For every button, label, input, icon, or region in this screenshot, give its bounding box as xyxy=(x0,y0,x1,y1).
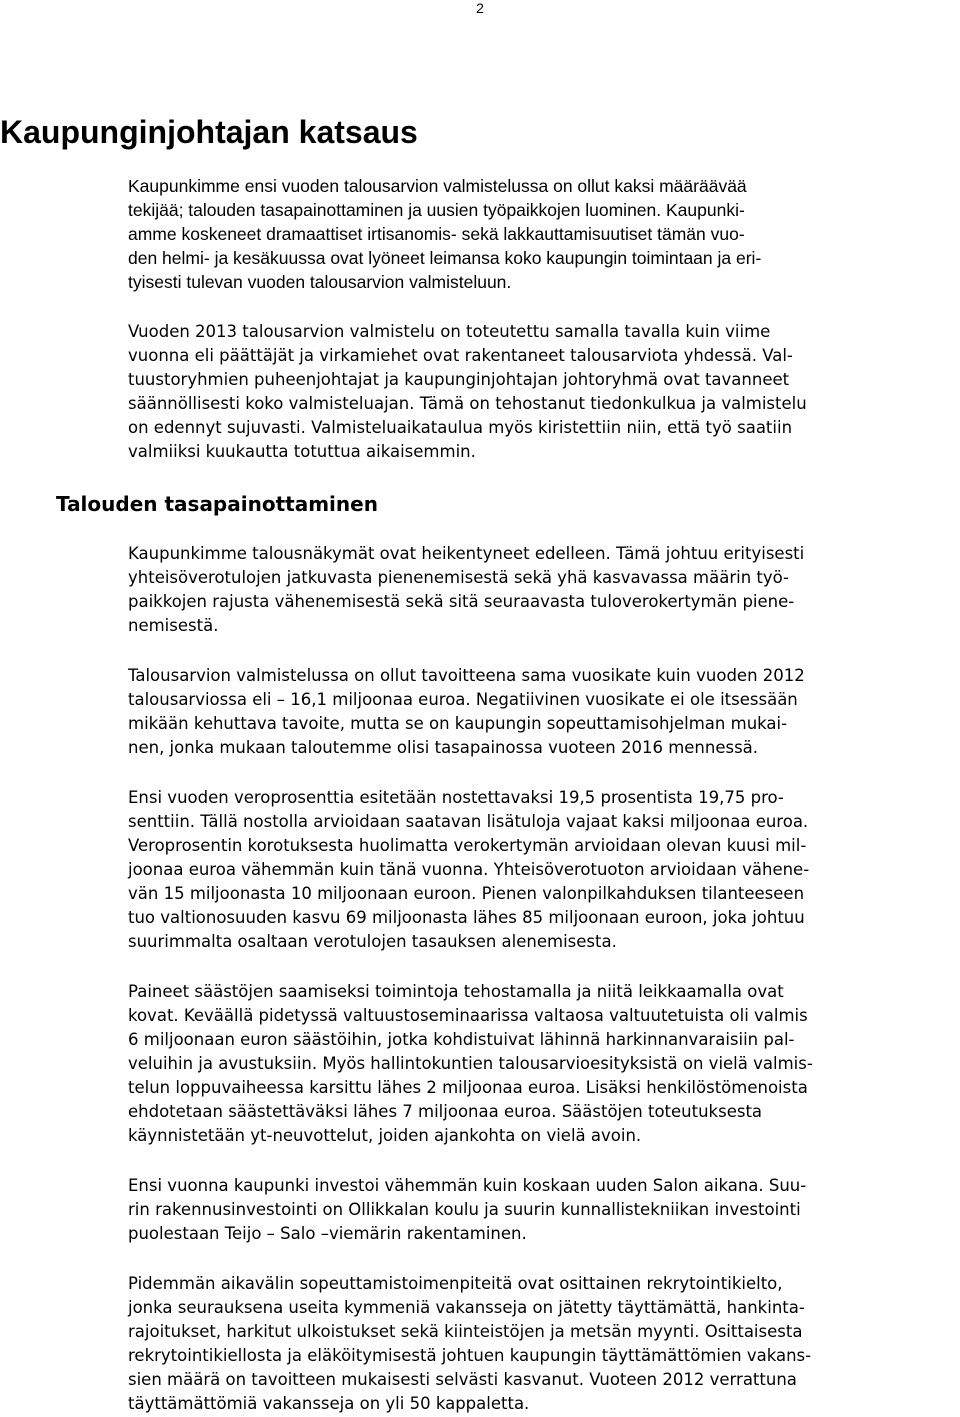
text-line: paikkojen rajusta vähenemisestä sekä sitä seuraavasta tuloverokertymän piene- xyxy=(128,592,795,611)
text-line: tyisesti tulevan vuoden talousarvion valmisteluun. xyxy=(128,272,512,292)
paragraph-investments xyxy=(128,1174,806,1246)
text-line: ehdotetaan säästettäväksi lähes 7 miljoonaa euroa. Säästöjen toteutuksesta xyxy=(128,1102,763,1121)
text-line: joonaa euroa vähemmän kuin tänä vuonna. Yhteisöverotuoton arvioidaan vähene- xyxy=(128,860,810,879)
text-line: puolestaan Teijo – Salo –viemärin rakentaminen. xyxy=(128,1224,527,1243)
text-line: Kaupunkimme talousnäkymät ovat heikentyneet edelleen. Tämä johtuu erityisesti xyxy=(128,544,805,563)
paragraph-tax xyxy=(128,786,809,954)
text-line: Vuoden 2013 talousarvion valmistelu on toteutettu samalla tavalla kuin viime xyxy=(128,322,771,341)
paragraph-savings xyxy=(128,980,813,1148)
text-line: vän 15 miljoonasta 10 miljoonaan euroon. Pienen valonpilkahduksen tilanteeseen xyxy=(128,884,805,903)
text-line: amme koskeneet dramaattiset irtisanomis- sekä lakkauttamisuutiset tämän vuo- xyxy=(128,224,745,244)
text-line: Kaupunkimme ensi vuoden talousarvion valmistelussa on ollut kaksi määräävää xyxy=(128,176,747,196)
text-line: nemisestä. xyxy=(128,616,219,635)
text-line: veluihin ja avustuksiin. Myös hallintokuntien talousarvioesityksistä on vielä valmis- xyxy=(128,1054,813,1073)
text-line: nen, jonka mukaan taloutemme olisi tasapainossa vuoteen 2016 mennessä. xyxy=(128,738,759,757)
text-line: senttiin. Tällä nostolla arvioidaan saatavan lisätuloja vajaat kaksi miljoonaa euroa. xyxy=(128,812,809,831)
text-line: rin rakennusinvestointi on Ollikkalan koulu ja suurin kunnallistekniikan investointi xyxy=(128,1200,801,1219)
text-line: vuonna eli päättäjät ja virkamiehet ovat rakentaneet talousarviota yhdessä. Val- xyxy=(128,346,793,365)
text-line: suurimmalta osaltaan verotulojen tasauksen alenemisesta. xyxy=(128,932,617,951)
text-line: on edennyt sujuvasti. Valmisteluaikataulua myös kiristettiin niin, että työ saatiin xyxy=(128,418,793,437)
text-line: kovat. Keväällä pidetyssä valtuustoseminaarissa valtaosa valtuutetuista oli valmis xyxy=(128,1006,808,1025)
text-line: Ensi vuoden veroprosenttia esitetään nostettavaksi 19,5 prosentista 19,75 pro- xyxy=(128,788,784,807)
section-heading: Talouden tasapainottaminen xyxy=(56,492,378,516)
text-line: tekijää; talouden tasapainottaminen ja uusien työpaikkojen luominen. Kaupunki- xyxy=(128,200,745,220)
text-line: jonka seurauksena useita kymmeniä vakansseja on jätetty täyttämättä, hankinta- xyxy=(128,1298,805,1317)
text-line: Talousarvion valmistelussa on ollut tavoitteena sama vuosikate kuin vuoden 2012 xyxy=(128,666,805,685)
paragraph-intro xyxy=(128,174,761,294)
text-line: den helmi- ja kesäkuussa ovat lyöneet leimansa koko kaupungin toimintaan ja eri- xyxy=(128,248,762,268)
paragraph-preparation xyxy=(128,320,807,464)
text-line: valmiiksi kuukautta totuttua aikaisemmin. xyxy=(128,442,476,461)
text-line: rajoitukset, harkitut ulkoistukset sekä kiinteistöjen ja metsän myynti. Osittaisesta xyxy=(128,1322,803,1341)
text-line: Veroprosentin korotuksesta huolimatta verokertymän arvioidaan olevan kuusi mil- xyxy=(128,836,807,855)
text-line: rekrytointikiellosta ja eläköitymisestä johtuen kaupungin täyttämättömien vakans- xyxy=(128,1346,812,1365)
text-line: tuustoryhmien puheenjohtajat ja kaupunginjohtajan johtoryhmä ovat tavanneet xyxy=(128,370,790,389)
page-title: Kaupunginjohtajan katsaus xyxy=(0,114,418,150)
text-line: säännöllisesti koko valmisteluajan. Tämä on tehostanut tiedonkulkua ja valmistelu xyxy=(128,394,807,413)
text-line: Paineet säästöjen saamiseksi toimintoja tehostamalla ja niitä leikkaamalla ovat xyxy=(128,982,784,1001)
text-line: talousarviossa eli – 16,1 miljoonaa euroa. Negatiivinen vuosikate ei ole itsessään xyxy=(128,690,798,709)
page-number: 2 xyxy=(476,0,484,16)
text-line: käynnistetään yt-neuvottelut, joiden ajankohta on vielä avoin. xyxy=(128,1126,642,1145)
text-line: yhteisöverotulojen jatkuvasta pienenemisestä sekä yhä kasvavassa määrin työ- xyxy=(128,568,789,587)
text-line: Pidemmän aikavälin sopeuttamistoimenpiteitä ovat osittainen rekrytointikielto, xyxy=(128,1274,783,1293)
text-line: Ensi vuonna kaupunki investoi vähemmän kuin koskaan uuden Salon aikana. Suu- xyxy=(128,1176,807,1195)
paragraph-long-term xyxy=(128,1272,811,1416)
text-line: tuo valtionosuuden kasvu 69 miljoonasta lähes 85 miljoonaan euroon, joka johtuu xyxy=(128,908,805,927)
paragraph-outlook xyxy=(128,542,804,638)
text-line: sien määrä on tavoitteen mukaisesti selvästi kasvanut. Vuoteen 2012 verrattuna xyxy=(128,1370,797,1389)
text-line: telun loppuvaiheessa karsittu lähes 2 miljoonaa euroa. Lisäksi henkilöstömenoista xyxy=(128,1078,808,1097)
paragraph-target xyxy=(128,664,805,760)
text-line: mikään kehuttava tavoite, mutta se on kaupungin sopeuttamisohjelman mukai- xyxy=(128,714,788,733)
text-line: täyttämättömiä vakansseja on yli 50 kappaletta. xyxy=(128,1394,530,1413)
text-line: 6 miljoonaan euron säästöihin, jotka kohdistuivat lähinnä harkinnanvaraisiin pal- xyxy=(128,1030,795,1049)
